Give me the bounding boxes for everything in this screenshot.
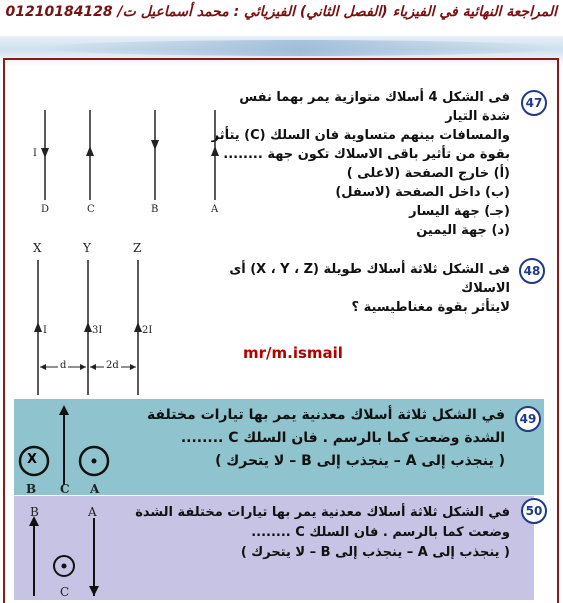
q47-label-d: D [41,204,50,215]
q48-label-x: X [33,241,42,255]
q49-dot-icon [92,459,97,464]
q50-stem-line2: وضعت كما بالرسم . فان السلك C ........ [251,525,510,540]
question-number-48: 48 [519,258,545,284]
q47-arrow-up-c [86,146,94,156]
q47-stem-line3: بقوة من تأثير باقى الاسلاك تكون جهة ........ [223,147,510,162]
q49-label-c: C [60,482,70,496]
q50-dot-icon [62,564,67,569]
q49-stem-line2: الشدة وضعت كما بالرسم . فان السلك C ........ [180,430,505,446]
q48-stem-line1: فى الشكل ثلاثة أسلاك طويلة (X ، Y ، Z) أى الاسلاك [229,262,510,296]
watermark: mr/m.ismail [243,344,343,362]
q47-current-label: I [33,148,37,159]
q49-label-a: A [90,482,100,496]
q49-figure [14,399,124,495]
q48-distance-2d-right [130,364,136,370]
q47-option-c: (جـ) جهة اليسار [409,204,510,219]
q49-stem-line1: في الشكل ثلاثة أسلاك معدنية يمر بها تيارات مختلفة [146,407,505,423]
q48-label-y: Y [83,241,91,255]
q48-distance-d-left [40,364,46,370]
q50-stem-line1: في الشكل ثلاثة أسلاك معدنية يمر بها تيارات مختلفة الشدة [135,505,510,520]
q47-figure [20,100,240,230]
q47-label-c: C [87,204,95,215]
decorative-swoosh [40,40,560,56]
q47-label-a: A [211,204,219,215]
q49-choices: ( ينجذب إلى A – ينجذب إلى B – لا يتحرك ) [215,453,505,469]
question-number-47: 47 [521,90,547,116]
q48-arrow-y [84,322,92,332]
q47-option-a: (أ) خارج الصفحة (لاعلى ) [346,166,510,181]
q47-option-b: (ب) داخل الصفحة (لاسفل) [335,185,510,200]
q48-distance-label-2d: 2d [106,360,119,371]
q48-arrow-x [34,322,42,332]
q48-arrow-z [134,322,142,332]
q49-arrow-c [59,405,69,415]
q48-current-y: 3I [92,325,103,336]
q50-arrow-a [89,586,99,596]
q50-choices: ( ينجذب إلى A – ينجذب إلى B – لا يتحرك ) [240,545,510,560]
question-47-text [210,88,510,240]
q48-stem-line2: لايتأثر بقوة مغناطيسية ؟ [351,300,510,315]
question-50-text [130,503,510,563]
q47-arrow-down-d [41,148,49,158]
q48-label-z: Z [133,241,142,255]
question-number-49: 49 [515,406,541,432]
q47-option-d: (د) جهة اليمين [416,223,510,238]
q47-stem-line2: والمسافات بينهم متساوية فان السلك (C) يتأثر [211,128,510,143]
q49-symbol-x: X [27,452,38,467]
q48-current-x: I [43,325,47,336]
q50-label-a: A [88,505,97,519]
q48-current-z: 2I [142,325,153,336]
q47-stem-line1: فى الشكل 4 أسلاك متوازية يمر بهما نفس شدة التيار [239,90,510,124]
q50-label-c: C [60,585,70,599]
question-48-text [180,260,510,317]
q48-distance-label-d: d [60,360,67,371]
q48-distance-2d-left [90,364,96,370]
question-49-text [120,404,505,473]
q47-arrow-up-a [211,146,219,156]
header-title: المراجعة النهائية في الفيزياء (الفصل الثاني) الفيزيائي : محمد أسماعيل ت/ 01210184128 [5,4,557,20]
q49-label-b: B [26,482,37,496]
q47-arrow-down-b [151,140,159,150]
q48-distance-d-right [80,364,86,370]
q47-label-b: B [151,204,159,215]
q50-label-b: B [30,505,39,519]
question-number-50: 50 [521,498,547,524]
